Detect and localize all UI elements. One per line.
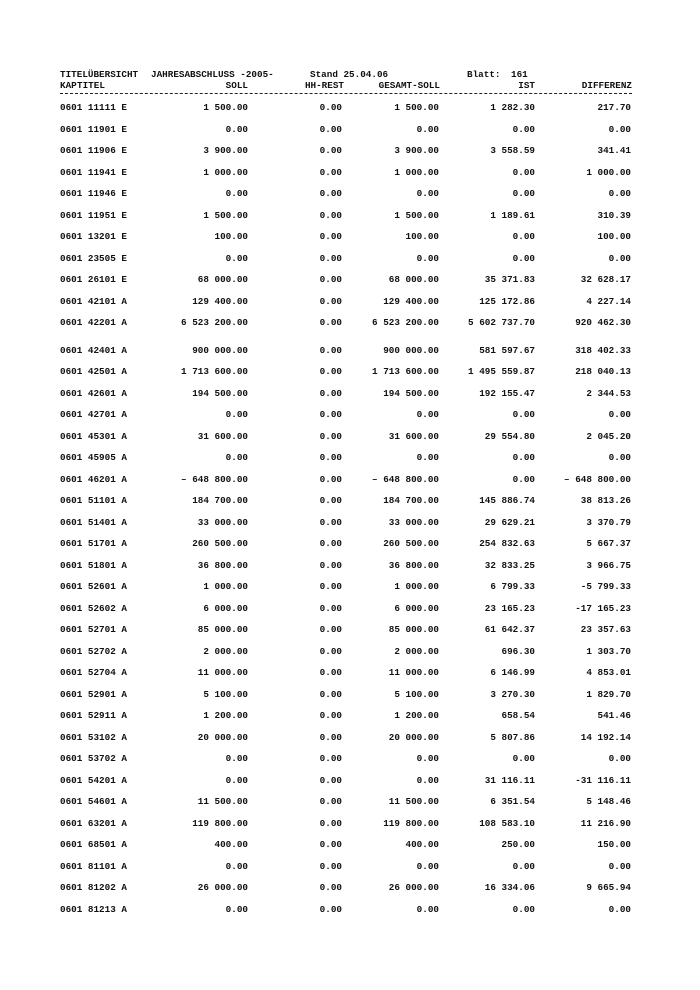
cell-kap-titel: 0601 81202 A	[60, 882, 127, 893]
cell-hh-rest: 0.00	[319, 366, 342, 377]
cell-gesamt-soll: 194 500.00	[383, 387, 439, 399]
table-row	[0, 253, 700, 265]
cell-ist: 0.00	[512, 409, 535, 420]
cell-gesamt-soll: 900 000.00	[383, 344, 439, 356]
cell-ist: 5 807.86	[490, 731, 535, 743]
table-row	[0, 167, 700, 179]
cell-soll: 0.00	[225, 452, 248, 463]
table-row	[0, 796, 700, 808]
cell-soll: 0.00	[225, 409, 248, 420]
cell-kap-titel: 0601 13201 E	[60, 231, 127, 242]
cell-kap-titel: 0601 45905 A	[60, 452, 127, 463]
cell-differenz: 1 829.70	[586, 688, 631, 700]
cell-gesamt-soll: 260 500.00	[383, 538, 439, 549]
cell-gesamt-soll: 0.00	[416, 188, 439, 199]
cell-kap-titel: 0601 52911 A	[60, 710, 127, 721]
cell-kap-titel: 0601 68501 A	[60, 839, 127, 850]
cell-kap-titel: 0601 11946 E	[60, 188, 127, 199]
cell-soll: 0.00	[225, 123, 248, 135]
cell-gesamt-soll: 1 000.00	[394, 581, 439, 592]
cell-kap-titel: 0601 42201 A	[60, 317, 127, 328]
cell-differenz: 0.00	[608, 123, 631, 135]
cell-ist: 0.00	[512, 860, 535, 872]
table-row	[0, 882, 700, 894]
table-row	[0, 388, 700, 400]
cell-kap-titel: 0601 11951 E	[60, 209, 127, 221]
cell-ist: 35 371.83	[484, 274, 535, 285]
cell-hh-rest: 0.00	[319, 209, 342, 221]
cell-hh-rest: 0.00	[319, 839, 342, 850]
table-row	[0, 145, 700, 157]
cell-ist: 5 602 737.70	[468, 317, 535, 328]
report-title: TITELÜBERSICHT	[60, 69, 139, 80]
cell-differenz: 4 227.14	[586, 295, 631, 307]
table-row	[0, 124, 700, 136]
cell-differenz: 0.00	[608, 252, 631, 264]
cell-soll: 6 000.00	[203, 602, 248, 614]
cell-differenz: 14 192.14	[580, 731, 631, 743]
cell-kap-titel: 0601 63201 A	[60, 817, 127, 829]
cell-hh-rest: 0.00	[319, 581, 342, 592]
cell-gesamt-soll: 0.00	[416, 123, 439, 135]
table-row	[0, 452, 700, 464]
cell-gesamt-soll: 1 200.00	[394, 710, 439, 721]
cell-gesamt-soll: 400.00	[405, 839, 439, 850]
cell-hh-rest: 0.00	[319, 317, 342, 328]
cell-soll: 85 000.00	[197, 624, 248, 635]
cell-hh-rest: 0.00	[319, 796, 342, 807]
cell-hh-rest: 0.00	[319, 166, 342, 178]
cell-ist: 0.00	[512, 231, 535, 242]
column-header-hh-rest: HH-REST	[304, 80, 344, 91]
column-header-ist: IST	[518, 80, 535, 91]
cell-differenz: 1 000.00	[586, 166, 631, 178]
cell-ist: 108 583.10	[479, 817, 535, 829]
cell-hh-rest: 0.00	[319, 817, 342, 829]
cell-soll: 68 000.00	[197, 274, 248, 285]
cell-soll: 0.00	[225, 188, 248, 199]
cell-differenz: 0.00	[608, 188, 631, 199]
cell-ist: 696.30	[501, 645, 535, 657]
table-row	[0, 474, 700, 486]
cell-soll: 0.00	[225, 774, 248, 786]
table-row	[0, 753, 700, 765]
table-row	[0, 818, 700, 830]
cell-ist: 145 886.74	[479, 495, 535, 506]
cell-ist: 192 155.47	[479, 387, 535, 399]
cell-soll: 1 500.00	[203, 209, 248, 221]
cell-hh-rest: 0.00	[319, 731, 342, 743]
cell-soll: 900 000.00	[192, 344, 248, 356]
cell-ist: 31 116.11	[484, 774, 535, 786]
cell-hh-rest: 0.00	[319, 538, 342, 549]
cell-soll: 26 000.00	[197, 882, 248, 893]
cell-hh-rest: 0.00	[319, 145, 342, 156]
cell-gesamt-soll: 0.00	[416, 774, 439, 786]
cell-hh-rest: 0.00	[319, 710, 342, 721]
cell-ist: 125 172.86	[479, 295, 535, 307]
cell-hh-rest: 0.00	[319, 774, 342, 786]
cell-hh-rest: 0.00	[319, 387, 342, 399]
cell-soll: 3 900.00	[203, 145, 248, 156]
cell-kap-titel: 0601 54201 A	[60, 774, 127, 786]
cell-hh-rest: 0.00	[319, 252, 342, 264]
cell-soll: 1 200.00	[203, 710, 248, 721]
table-row	[0, 775, 700, 787]
cell-gesamt-soll: 20 000.00	[388, 731, 439, 743]
column-header-row	[0, 80, 700, 92]
cell-ist: 0.00	[512, 753, 535, 764]
cell-hh-rest: 0.00	[319, 559, 342, 571]
cell-differenz: 0.00	[608, 903, 631, 915]
cell-ist: 1 495 559.87	[468, 366, 535, 377]
cell-differenz: 2 344.53	[586, 387, 631, 399]
cell-kap-titel: 0601 42101 A	[60, 295, 127, 307]
cell-hh-rest: 0.00	[319, 295, 342, 307]
cell-kap-titel: 0601 23505 E	[60, 252, 127, 264]
cell-gesamt-soll: 3 900.00	[394, 145, 439, 156]
cell-hh-rest: 0.00	[319, 274, 342, 285]
cell-hh-rest: 0.00	[319, 667, 342, 678]
cell-gesamt-soll: 31 600.00	[388, 430, 439, 442]
cell-differenz: 100.00	[597, 231, 631, 242]
table-row	[0, 581, 700, 593]
table-row	[0, 839, 700, 851]
sheet-label: Blatt:	[467, 69, 501, 80]
cell-differenz: 4 853.01	[586, 667, 631, 678]
cell-gesamt-soll: 33 000.00	[388, 516, 439, 528]
column-header-differenz: DIFFERENZ	[581, 80, 632, 91]
cell-gesamt-soll: 85 000.00	[388, 624, 439, 635]
cell-kap-titel: 0601 53102 A	[60, 731, 127, 743]
cell-ist: 581 597.67	[479, 344, 535, 356]
cell-differenz: 0.00	[608, 409, 631, 420]
cell-differenz: 0.00	[608, 753, 631, 764]
cell-gesamt-soll: 11 500.00	[388, 796, 439, 807]
cell-hh-rest: 0.00	[319, 102, 342, 113]
cell-kap-titel: 0601 81101 A	[60, 860, 127, 872]
cell-kap-titel: 0601 54601 A	[60, 796, 127, 807]
cell-ist: 0.00	[512, 123, 535, 135]
cell-kap-titel: 0601 51401 A	[60, 516, 127, 528]
cell-hh-rest: 0.00	[319, 495, 342, 506]
cell-differenz: 310.39	[597, 209, 631, 221]
cell-ist: 61 642.37	[484, 624, 535, 635]
cell-gesamt-soll: 11 000.00	[388, 667, 439, 678]
table-row	[0, 667, 700, 679]
cell-ist: 6 799.33	[490, 581, 535, 592]
cell-hh-rest: 0.00	[319, 516, 342, 528]
cell-hh-rest: 0.00	[319, 409, 342, 420]
table-row	[0, 409, 700, 421]
cell-ist: 23 165.23	[484, 602, 535, 614]
cell-kap-titel: 0601 52901 A	[60, 688, 127, 700]
cell-kap-titel: 0601 51701 A	[60, 538, 127, 549]
cell-kap-titel: 0601 42701 A	[60, 409, 127, 420]
cell-ist: 1 189.61	[490, 209, 535, 221]
cell-gesamt-soll: 26 000.00	[388, 882, 439, 893]
cell-soll: 2 000.00	[203, 645, 248, 657]
cell-differenz: 0.00	[608, 452, 631, 463]
table-row	[0, 560, 700, 572]
cell-hh-rest: 0.00	[319, 860, 342, 872]
cell-gesamt-soll: 0.00	[416, 409, 439, 420]
cell-differenz: 23 357.63	[580, 624, 631, 635]
table-row	[0, 689, 700, 701]
cell-soll: 0.00	[225, 753, 248, 764]
cell-kap-titel: 0601 45301 A	[60, 430, 127, 442]
cell-kap-titel: 0601 81213 A	[60, 903, 127, 915]
cell-hh-rest: 0.00	[319, 231, 342, 242]
cell-differenz: 1 303.70	[586, 645, 631, 657]
cell-soll: 0.00	[225, 860, 248, 872]
cell-ist: 3 270.30	[490, 688, 535, 700]
cell-soll: 20 000.00	[197, 731, 248, 743]
cell-kap-titel: 0601 42401 A	[60, 344, 127, 356]
cell-kap-titel: 0601 52601 A	[60, 581, 127, 592]
cell-kap-titel: 0601 52704 A	[60, 667, 127, 678]
cell-hh-rest: 0.00	[319, 344, 342, 356]
cell-gesamt-soll: 0.00	[416, 753, 439, 764]
cell-hh-rest: 0.00	[319, 430, 342, 442]
cell-soll: 129 400.00	[192, 295, 248, 307]
cell-gesamt-soll: – 648 800.00	[372, 473, 439, 485]
cell-ist: 29 554.80	[484, 430, 535, 442]
cell-gesamt-soll: 129 400.00	[383, 295, 439, 307]
cell-differenz: -31 116.11	[575, 774, 631, 786]
cell-differenz: 920 462.30	[575, 317, 631, 328]
cell-differenz: 11 216.90	[580, 817, 631, 829]
cell-differenz: – 648 800.00	[564, 473, 631, 485]
table-row	[0, 345, 700, 357]
cell-hh-rest: 0.00	[319, 624, 342, 635]
cell-differenz: 5 148.46	[586, 796, 631, 807]
cell-hh-rest: 0.00	[319, 602, 342, 614]
cell-soll: 6 523 200.00	[181, 317, 248, 328]
cell-kap-titel: 0601 11901 E	[60, 123, 127, 135]
cell-kap-titel: 0601 26101 E	[60, 274, 127, 285]
table-row	[0, 231, 700, 243]
cell-gesamt-soll: 6 523 200.00	[372, 317, 439, 328]
cell-soll: 184 700.00	[192, 495, 248, 506]
cell-hh-rest: 0.00	[319, 903, 342, 915]
cell-soll: 31 600.00	[197, 430, 248, 442]
table-row	[0, 188, 700, 200]
report-subtitle: JAHRESABSCHLUSS -2005-	[151, 69, 274, 80]
cell-ist: 0.00	[512, 452, 535, 463]
cell-soll: 1 000.00	[203, 166, 248, 178]
table-row	[0, 710, 700, 722]
cell-kap-titel: 0601 52701 A	[60, 624, 127, 635]
cell-gesamt-soll: 68 000.00	[388, 274, 439, 285]
cell-hh-rest: 0.00	[319, 473, 342, 485]
cell-differenz: -17 165.23	[575, 602, 631, 614]
cell-differenz: 3 370.79	[586, 516, 631, 528]
cell-gesamt-soll: 119 800.00	[383, 817, 439, 829]
cell-soll: 11 000.00	[197, 667, 248, 678]
cell-differenz: 150.00	[597, 839, 631, 850]
cell-hh-rest: 0.00	[319, 452, 342, 463]
table-row	[0, 624, 700, 636]
cell-ist: 658.54	[501, 710, 535, 721]
cell-soll: – 648 800.00	[181, 473, 248, 485]
cell-soll: 0.00	[225, 252, 248, 264]
cell-gesamt-soll: 36 800.00	[388, 559, 439, 571]
cell-soll: 1 000.00	[203, 581, 248, 592]
cell-ist: 29 629.21	[484, 516, 535, 528]
cell-kap-titel: 0601 51101 A	[60, 495, 127, 506]
table-row	[0, 732, 700, 744]
cell-differenz: -5 799.33	[580, 581, 631, 592]
cell-soll: 1 500.00	[203, 102, 248, 113]
cell-ist: 0.00	[512, 252, 535, 264]
cell-hh-rest: 0.00	[319, 688, 342, 700]
cell-gesamt-soll: 0.00	[416, 860, 439, 872]
cell-differenz: 5 667.37	[586, 538, 631, 549]
cell-differenz: 541.46	[597, 710, 631, 721]
cell-differenz: 341.41	[597, 145, 631, 156]
cell-kap-titel: 0601 42501 A	[60, 366, 127, 377]
cell-gesamt-soll: 1 500.00	[394, 209, 439, 221]
table-row	[0, 904, 700, 916]
cell-soll: 0.00	[225, 903, 248, 915]
cell-differenz: 0.00	[608, 860, 631, 872]
sheet-number: 161	[511, 69, 528, 80]
cell-kap-titel: 0601 11941 E	[60, 166, 127, 178]
column-header-titel: TITEL	[77, 80, 105, 91]
cell-gesamt-soll: 1 713 600.00	[372, 366, 439, 377]
cell-ist: 6 351.54	[490, 796, 535, 807]
cell-differenz: 2 045.20	[586, 430, 631, 442]
cell-kap-titel: 0601 11906 E	[60, 145, 127, 156]
cell-gesamt-soll: 100.00	[405, 231, 439, 242]
cell-soll: 119 800.00	[192, 817, 248, 829]
cell-kap-titel: 0601 52602 A	[60, 602, 127, 614]
cell-kap-titel: 0601 52702 A	[60, 645, 127, 657]
table-row	[0, 274, 700, 286]
cell-soll: 260 500.00	[192, 538, 248, 549]
cell-ist: 16 334.06	[484, 882, 535, 893]
table-row	[0, 102, 700, 114]
cell-gesamt-soll: 184 700.00	[383, 495, 439, 506]
cell-gesamt-soll: 0.00	[416, 252, 439, 264]
cell-hh-rest: 0.00	[319, 645, 342, 657]
cell-gesamt-soll: 1 000.00	[394, 166, 439, 178]
header-divider	[60, 93, 632, 96]
cell-gesamt-soll: 5 100.00	[394, 688, 439, 700]
cell-hh-rest: 0.00	[319, 882, 342, 893]
table-row	[0, 366, 700, 378]
table-row	[0, 603, 700, 615]
cell-kap-titel: 0601 42601 A	[60, 387, 127, 399]
cell-ist: 0.00	[512, 166, 535, 178]
table-row	[0, 861, 700, 873]
cell-hh-rest: 0.00	[319, 123, 342, 135]
cell-gesamt-soll: 1 500.00	[394, 102, 439, 113]
cell-ist: 0.00	[512, 903, 535, 915]
cell-differenz: 38 813.26	[580, 495, 631, 506]
cell-ist: 3 558.59	[490, 145, 535, 156]
cell-soll: 5 100.00	[203, 688, 248, 700]
cell-soll: 400.00	[214, 839, 248, 850]
table-row	[0, 646, 700, 658]
cell-gesamt-soll: 0.00	[416, 903, 439, 915]
cell-ist: 32 833.25	[484, 559, 535, 571]
cell-kap-titel: 0601 51801 A	[60, 559, 127, 571]
table-row	[0, 210, 700, 222]
table-row	[0, 538, 700, 550]
cell-differenz: 32 628.17	[580, 274, 631, 285]
table-row	[0, 296, 700, 308]
table-row	[0, 495, 700, 507]
cell-gesamt-soll: 0.00	[416, 452, 439, 463]
cell-kap-titel: 0601 11111 E	[60, 102, 127, 113]
table-row	[0, 431, 700, 443]
cell-soll: 11 500.00	[197, 796, 248, 807]
cell-hh-rest: 0.00	[319, 753, 342, 764]
cell-hh-rest: 0.00	[319, 188, 342, 199]
column-header-soll: SOLL	[225, 80, 248, 91]
column-header-kap: KAP	[60, 80, 77, 91]
cell-soll: 194 500.00	[192, 387, 248, 399]
cell-ist: 0.00	[512, 473, 535, 485]
cell-differenz: 218 040.13	[575, 366, 631, 377]
cell-differenz: 217.70	[597, 102, 631, 113]
cell-differenz: 3 966.75	[586, 559, 631, 571]
cell-gesamt-soll: 2 000.00	[394, 645, 439, 657]
cell-ist: 254 832.63	[479, 538, 535, 549]
cell-ist: 1 282.30	[490, 102, 535, 113]
cell-soll: 33 000.00	[197, 516, 248, 528]
cell-soll: 1 713 600.00	[181, 366, 248, 377]
table-row	[0, 317, 700, 329]
cell-ist: 6 146.99	[490, 667, 535, 678]
report-stand-date: Stand 25.04.06	[310, 69, 389, 80]
cell-kap-titel: 0601 53702 A	[60, 753, 127, 764]
column-header-gesamt-soll: GESAMT-SOLL	[378, 80, 440, 91]
cell-kap-titel: 0601 46201 A	[60, 473, 127, 485]
cell-gesamt-soll: 6 000.00	[394, 602, 439, 614]
cell-soll: 100.00	[214, 231, 248, 242]
table-row	[0, 517, 700, 529]
cell-differenz: 9 665.94	[586, 882, 631, 893]
cell-differenz: 318 402.33	[575, 344, 631, 356]
cell-ist: 250.00	[501, 839, 535, 850]
cell-soll: 36 800.00	[197, 559, 248, 571]
cell-ist: 0.00	[512, 188, 535, 199]
